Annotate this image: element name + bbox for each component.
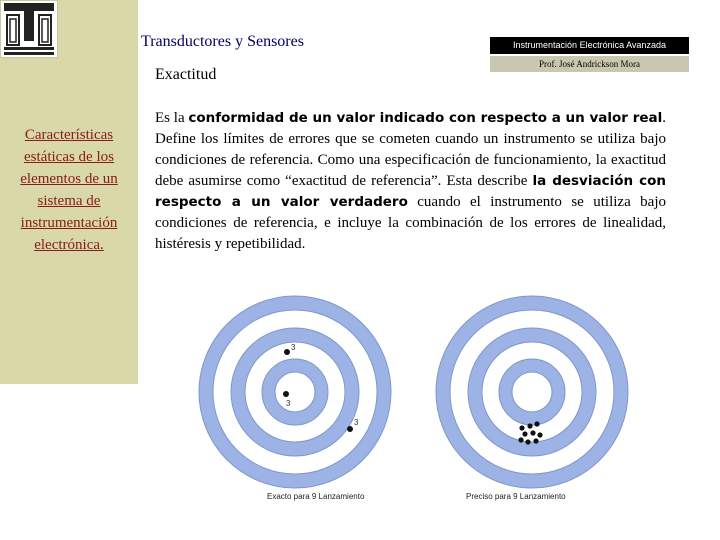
course-badge: Instrumentación Electrónica Avanzada [490,37,689,54]
shot-dot [347,426,353,432]
sidebar [0,0,138,384]
shot-dot [518,437,523,442]
target-precise [436,296,628,501]
shot-dot [537,432,542,437]
shot-dot [533,438,538,443]
shot-label: 3 [291,343,296,352]
paragraph-text: cuando el instrumento se utiliza bajo condiciones de referencia, e incluye la combinación de los errores de linealidad, histéresis y repetibilidad. [155,194,667,252]
definition-paragraph [155,108,666,255]
target-caption: Exacto para 9 Lanzamiento [267,492,365,501]
shot-dot [527,423,532,428]
logo-icon [1,1,57,57]
target-accurate [199,296,391,501]
targets-figure [196,286,644,514]
shot-dot [525,439,530,444]
institution-logo [0,0,58,58]
section-heading: Exactitud [155,66,217,83]
shot-dot [534,421,539,426]
paragraph-text: Es la [155,110,189,126]
professor-label: Prof. José Andrickson Mora [490,56,689,72]
topic-link[interactable]: Características estáticas de los elementos de un sistema de instrumentación electrónica. [20,127,118,253]
shot-label: 3 [286,399,291,408]
shot-dot [519,425,524,430]
target-caption: Preciso para 9 Lanzamiento [466,492,566,501]
paragraph-bold-text: la desviación con respecto a un valor verdadero [155,173,667,210]
shot-dot [530,430,535,435]
shot-dot [284,349,290,355]
page-title: Transductores y Sensores [141,33,304,50]
shot-dot [522,431,527,436]
shot-dot [283,391,289,397]
paragraph-text: . Define los límites de errores que se cometen cuando un instrumento se utiliza bajo condiciones de referencia. Como una especificación de funcionamiento, la exactitud debe asumirse como “exactitud de referencia”. Esta describe [155,110,666,189]
paragraph-bold-text: conformidad de un valor indicado con respecto a un valor real [188,110,663,126]
targets-diagram [196,286,644,514]
shot-label: 3 [354,418,359,427]
